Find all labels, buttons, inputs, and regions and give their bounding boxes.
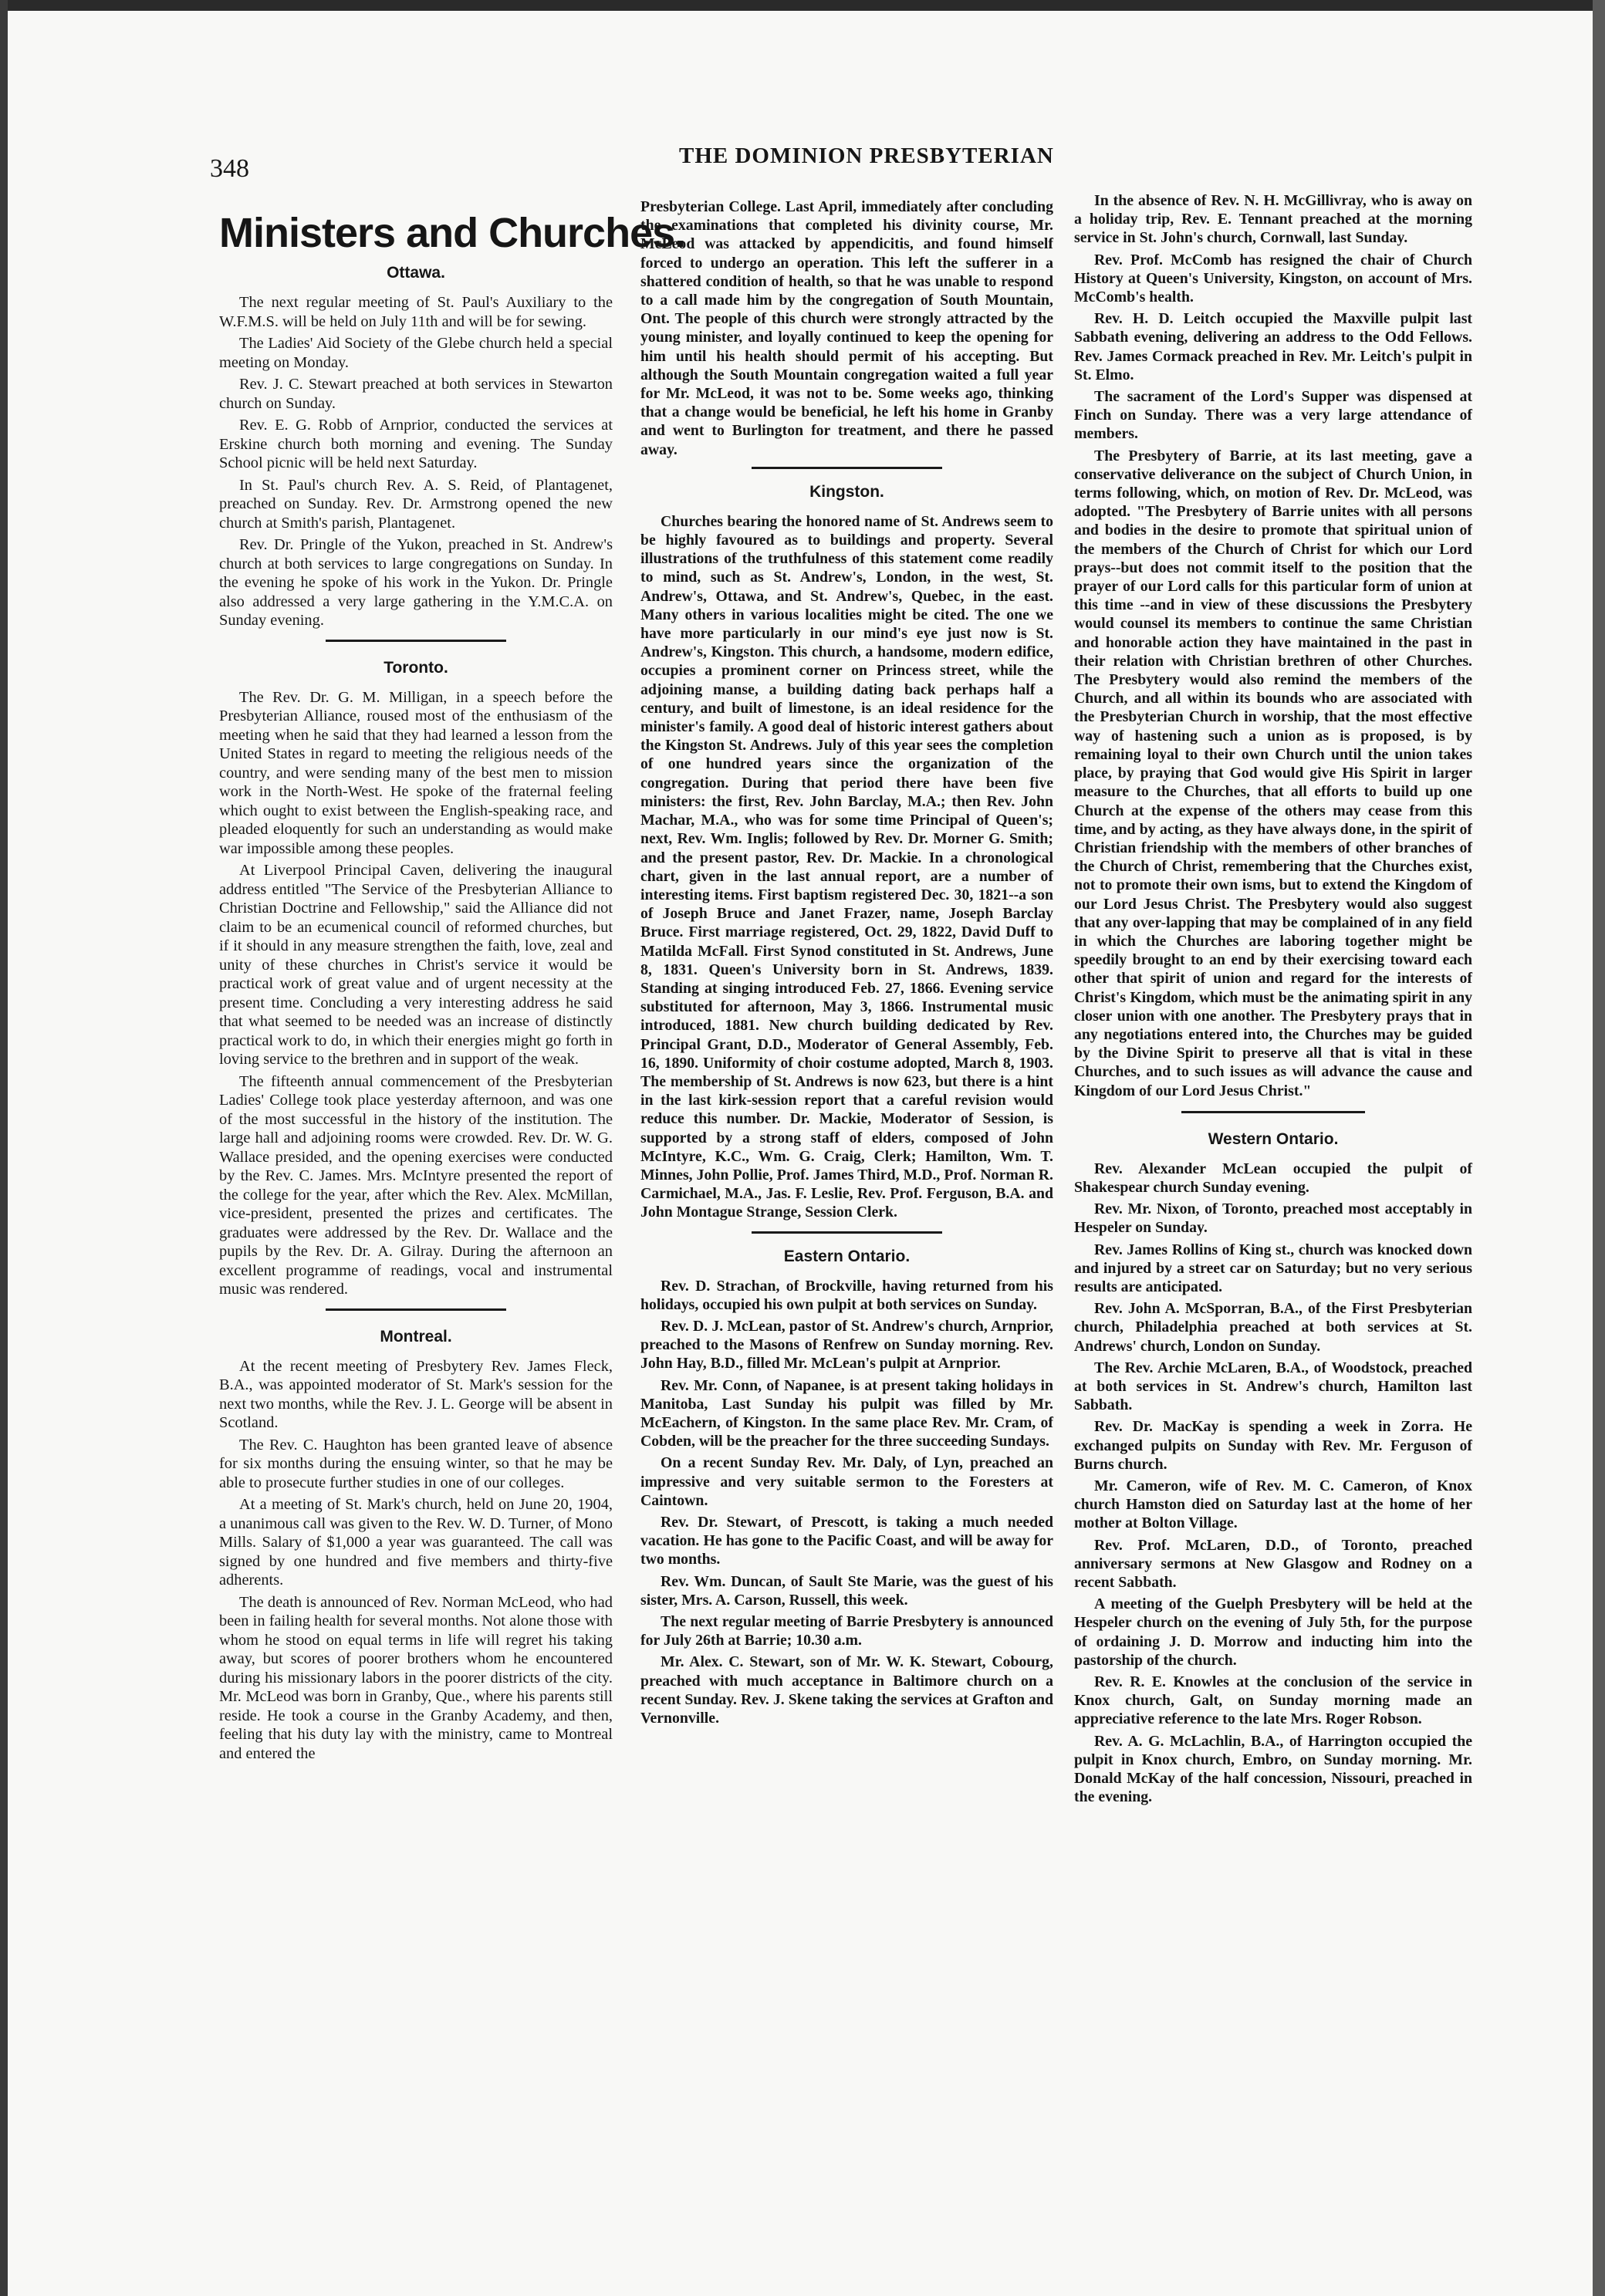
paragraph: Rev. John A. McSporran, B.A., of the First Presbyterian church, Philadelphia preached at both services at St. Andrews' church, London on Sunday.: [1074, 1300, 1472, 1355]
paragraph: At the recent meeting of Presbytery Rev. James Fleck, B.A., was appointed moderator of St. Mark's session for the next two months, while the Rev. J. L. George will be absent in Scotland.: [219, 1357, 613, 1431]
section-heading-kingston: Kingston.: [809, 482, 884, 501]
paragraph: Rev. H. D. Leitch occupied the Maxville pulpit last Sabbath evening, delivering an address to the Odd Fellows. Rev. James Cormack preached in Rev. Mr. Leitch's pulpit in St. Elmo.: [1074, 310, 1472, 383]
paragraph: Rev. R. E. Knowles at the conclusion of the service in Knox church, Galt, on Sunday morning made an appreciative reference to the late Mrs. Roger Robson.: [1074, 1673, 1472, 1728]
paragraph: The Rev. Dr. G. M. Milligan, in a speech before the Presbyterian Alliance, roused most of the enthusiasm of the meeting when he said that they had learned a lesson from the United States in regard to meeting the religious needs of the country, and were sending many of the best men to mission work in the North-West. He spoke of the fraternal feeling which ought to exist between the English-speaking race, and pleaded eloquently for such an understanding as would make war impossible among these peoples.: [219, 688, 613, 857]
column-2: [640, 198, 1053, 1730]
paragraph: At a meeting of St. Mark's church, held on June 20, 1904, a unanimous call was given to the Rev. W. D. Turner, of Mono Mills. Salary of $1,000 a year was guaranteed. The call was signed by one hundred and five members and thirty-five adherents.: [219, 1496, 613, 1589]
paragraph: Rev. Dr. Pringle of the Yukon, preached in St. Andrew's church at both services to large congregations on Sunday. In the evening he spoke of his work in the Yukon. Dr. Pringle also addressed a very large gathering in the Y.M.C.A. on Sunday evening.: [219, 536, 613, 629]
paragraph: Rev. Alexander McLean occupied the pulpit of Shakespear church Sunday evening.: [1074, 1160, 1472, 1196]
paragraph: Rev. Dr. MacKay is spending a week in Zorra. He exchanged pulpits on Sunday with Rev. Mr. Ferguson of Burns church.: [1074, 1418, 1472, 1473]
section-rule: [752, 467, 941, 469]
column-1: [219, 198, 686, 1766]
paragraph: Rev. A. G. McLachlin, B.A., of Harrington occupied the pulpit in Knox church, Embro, on Sunday morning. Mr. Donald McKay of the half concession, Nissouri, preached in the evening.: [1074, 1732, 1472, 1806]
paragraph: Rev. J. C. Stewart preached at both services in Stewarton church on Sunday.: [219, 376, 613, 412]
section-heading-toronto: Toronto.: [384, 658, 448, 677]
section-rule: [1181, 1111, 1364, 1113]
column-3: [1074, 191, 1472, 1809]
paragraph-continued: Presbyterian College. Last April, immediately after concluding the examinations that completed his divinity course, Mr. McLeod was attacked by appendicitis, and found himself forced to undergo an operation. This left the sufferer in a shattered condition of health, so that he was unable to respond to a call made him by the congregation of South Mountain, Ont. The people of this church were strongly attracted by the young minister, and loyally continued to keep the opening for him until his health should permit of his accepting. But although the South Mountain congregation waited a full year for Mr. McLeod, it was not to be. Some weeks ago, thinking that a change would be beneficial, he left his home in Granby and went to Burlington for treatment, and there he passed away.: [640, 198, 1053, 458]
section-rule: [326, 640, 507, 642]
paragraph: Rev. D. J. McLean, pastor of St. Andrew's church, Arnprior, preached to the Masons of Renfrew on Sunday morning. Rev. John Hay, B.D., filled Mr. McLean's pulpit at Arnprior.: [640, 1317, 1053, 1373]
section-rule: [752, 1231, 941, 1234]
paragraph: The fifteenth annual commencement of the Presbyterian Ladies' College took place yesterday afternoon, and was one of the most successful in the history of the institution. The large hall and adjoining rooms were crowded. Rev. Dr. W. G. Wallace presided, and the opening exercises were conducted by the Rev. C. James. Mrs. McIntyre presented the report of the college for the year, after which the Rev. Alex. McMillan, vice-president, presented the prizes and certificates. The graduates were addressed by the Rev. Dr. Wallace and the pupils by the Rev. Dr. A. Gilray. During the afternoon an excellent programme of readings, vocal and instrumental music was rendered.: [219, 1072, 613, 1298]
paragraph: Rev. D. Strachan, of Brockville, having returned from his holidays, occupied his own pulpit at both services on Sunday.: [640, 1277, 1053, 1313]
paragraph: Mr. Alex. C. Stewart, son of Mr. W. K. Stewart, Cobourg, preached with much acceptance in Baltimore church on a recent Sunday. Rev. J. Skene taking the services at Grafton and Vernonville.: [640, 1653, 1053, 1727]
paragraph: Rev. Prof. McLaren, D.D., of Toronto, preached anniversary sermons at New Glasgow and Rodney on a recent Sabbath.: [1074, 1536, 1472, 1592]
paragraph: Rev. Prof. McComb has resigned the chair of Church History at Queen's University, Kingston, on account of Mrs. McComb's health.: [1074, 251, 1472, 306]
section-heading-ottawa: Ottawa.: [387, 264, 445, 282]
paragraph: The death is announced of Rev. Norman McLeod, who had been in failing health for several months. Not alone those with whom he stood on equal terms in life will regret his taking away, but scores of poorer brothers whom he encountered during his missionary labors in the poorer districts of the city. Mr. McLeod was born in Granby, Que., where his parents still reside. He took a course in the Granby Academy, and then, feeling that his duty lay with the ministry, came to Montreal and entered the: [219, 1593, 613, 1762]
page-title: Ministers and Churches.: [219, 210, 686, 256]
paragraph: Churches bearing the honored name of St. Andrews seem to be highly favoured as to buildings and property. Several illustrations of the truthfulness of this statement come readily to mind, such as St. Andrew's, London, in the west, St. Andrew's, Ottawa, and St. Andrew's, Quebec, in the east. Many others in various localities might be cited. The one we have more particularly in our mind's eye just now is St. Andrew's, Kingston. This church, a handsome, modern edifice, occupies a prominent corner on Princess street, while the adjoining manse, a building dating back perhaps half a century, and built of limestone, is an ideal residence for the minister's family. A good deal of historic interest gathers about the Kingston St. Andrews. July of this year sees the completion of one hundred years since the organization of the congregation. During that period there have been five ministers: the first, Rev. John Barclay, M.A.; then Rev. John Machar, M.A., who was for some time Principal of Queen's; next, Rev. Wm. Inglis; followed by Rev. Dr. Morner G. Smith; and the present pastor, Rev. Dr. Mackie. In a chronological chart, given in the last annual report, are a number of interesting items. First baptism registered Dec. 30, 1821--a son of Joseph Bruce and Janet Frazer, name, Joseph Barclay Bruce. First marriage registered, Oct. 29, 1822, David Duff to Matilda McFall. First Synod constituted in St. Andrews, June 8, 1831. Queen's University born in St. Andrews, 1839. Standing at singing introduced Feb. 27, 1866. Evening service substituted for afternoon, May 3, 1866. Instrumental music introduced, 1881. New church building dedicated by Rev. Principal Grant, D.D., Moderator of General Assembly, Feb. 16, 1890. Uniformity of choir costume adopted, March 8, 1903. The membership of St. Andrews is now 623, but there is a hint in the last kirk-session report that a careful revision would reduce this number. Dr. Mackie, Moderator of Session, is supported by a strong staff of elders, composed of John McIntyre, K.C., Wm. G. Craig, Clerk; Hamilton, Wm. T. Minnes, John Pollie, Prof. James Third, M.D., Prof. Norman R. Carmichael, M.A., Jas. F. Leslie, Rev. Prof. Ferguson, B.A. and John Montague Strange, Session Clerk.: [640, 512, 1053, 1221]
paragraph: The Ladies' Aid Society of the Glebe church held a special meeting on Monday.: [219, 335, 613, 371]
scan-left-edge: [0, 0, 8, 2296]
paragraph: A meeting of the Guelph Presbytery will be held at the Hespeler church on the evening of July 5th, for the purpose of ordaining J. D. Morrow and inducting him into the pastorship of the church.: [1074, 1595, 1472, 1669]
paragraph: The next regular meeting of St. Paul's Auxiliary to the W.F.M.S. will be held on July 11th and will be for sewing.: [219, 294, 613, 330]
paragraph: Rev. James Rollins of King st., church was knocked down and injured by a street car on Saturday; but no very serious results are anticipated.: [1074, 1241, 1472, 1295]
section-rule: [326, 1308, 507, 1311]
paragraph: Rev. Mr. Conn, of Napanee, is at present taking holidays in Manitoba, Last Sunday his pulpit was filled by Mr. McEachern, of Kingston. In the same place Rev. Mr. Cram, of Cobden, will be the preacher for the three succeeding Sundays.: [640, 1376, 1053, 1450]
paragraph: At Liverpool Principal Caven, delivering the inaugural address entitled "The Service of the Presbyterian Alliance to Christian Doctrine and Fellowship," said the Alliance did not claim to be an ecumenical council of reformed churches, but if it should in any measure strengthen the faith, love, zeal and unity of these churches in Christ's service it would be practical work of great value and of urgent necessity at the present time. Concluding a very interesting address he said that what seemed to be needed was an increase of distinctly practical work to do, in which their energies might go forth in loving service to the brethren and in support of the weak.: [219, 862, 613, 1068]
paragraph: Rev. E. G. Robb of Arnprior, conducted the services at Erskine church both morning and evening. The Sunday School picnic will be held next Saturday.: [219, 417, 613, 471]
paragraph: In the absence of Rev. N. H. McGillivray, who is away on a holiday trip, Rev. E. Tennant preached at the morning service in St. John's church, Cornwall, last Sunday.: [1074, 192, 1472, 247]
section-heading-western-ontario: Western Ontario.: [1208, 1129, 1339, 1148]
scan-right-edge: [1593, 0, 1605, 2296]
paragraph: The next regular meeting of Barrie Presbytery is announced for July 26th at Barrie; 10.30 a.m.: [640, 1613, 1053, 1649]
paragraph: Rev. Dr. Stewart, of Prescott, is taking a much needed vacation. He has gone to the Pacific Coast, and will be away for two months.: [640, 1514, 1053, 1568]
paragraph: The Presbytery of Barrie, at its last meeting, gave a conservative deliverance on the subject of Church Union, in terms following, which, on motion of Rev. Dr. McLeod, was adopted. "The Presbytery of Barrie unites with all persons and bodies in the desire to promote that spiritual union of the members of the Church of Christ for which our Lord prays--but does not commit itself to the position that the prayer of our Lord calls for this particular form of union at this time --and in view of these discussions the Presbytery would counsel its members to continue the same Christian and honorable action they have maintained in the past in their relation with Christian brethren of other Churches. The Presbytery would also remind the members of the Church, and all within its bounds who are associated with the Presbyterian Church in worship, that the most effective way of hastening such a union as is proposed, is by remaining loyal to their own Church until the union takes place, by praying that God would give His Spirit in larger measure to the Churches, that all efforts to build up one Church at the expense of the others may cease from this time, and by acting, as they have always done, in the spirit of Christian friendship with the members of other branches of the Church of Christ, remembering that the Churches exist, not to promote their own isms, but to extend the Kingdom of our Lord Jesus Christ. The Presbytery would also suggest that any over-lapping that may be complained of in any field in which the Churches are laboring together might be speedily brought to an end by their exercising toward each other that spirit of union and regard for the interests of Christ's Kingdom, which must be the animating spirit in any closer union with one another. The Presbytery prays that in any negotiations entered into, the Churches may be guided by the Divine Spirit to preserve all that is vital in these Churches, and to such issues as will advance the cause and Kingdom of our Lord Jesus Christ.": [1074, 447, 1472, 1099]
paragraph: Mr. Cameron, wife of Rev. M. C. Cameron, of Knox church Hamston died on Saturday last at the home of her mother at Bolton Village.: [1074, 1477, 1472, 1532]
section-heading-montreal: Montreal.: [380, 1327, 452, 1346]
paragraph: On a recent Sunday Rev. Mr. Daly, of Lyn, preached an impressive and very suitable sermon to the Foresters at Caintown.: [640, 1454, 1053, 1509]
running-head: THE DOMINION PRESBYTERIAN: [679, 144, 1054, 168]
paragraph: Rev. Wm. Duncan, of Sault Ste Marie, was the guest of his sister, Mrs. A. Carson, Russell, this week.: [640, 1572, 1053, 1609]
paragraph: In St. Paul's church Rev. A. S. Reid, of Plantagenet, preached on Sunday. Rev. Dr. Armstrong opened the new church at Smith's parish, Plantagenet.: [219, 476, 613, 532]
paragraph: The Rev. Archie McLaren, B.A., of Woodstock, preached at both services in St. Andrew's church, Hamilton last Sabbath.: [1074, 1359, 1472, 1414]
paragraph: The Rev. C. Haughton has been granted leave of absence for six months during the ensuing winter, so that he may be able to prosecute further studies in one of our colleges.: [219, 1436, 613, 1491]
page-number: 348: [210, 154, 249, 183]
paragraph: The sacrament of the Lord's Supper was dispensed at Finch on Sunday. There was a very large attendance of members.: [1074, 388, 1472, 443]
paragraph: Rev. Mr. Nixon, of Toronto, preached most acceptably in Hespeler on Sunday.: [1074, 1200, 1472, 1237]
scan-top-edge: [0, 0, 1605, 11]
section-heading-eastern-ontario: Eastern Ontario.: [783, 1247, 911, 1265]
